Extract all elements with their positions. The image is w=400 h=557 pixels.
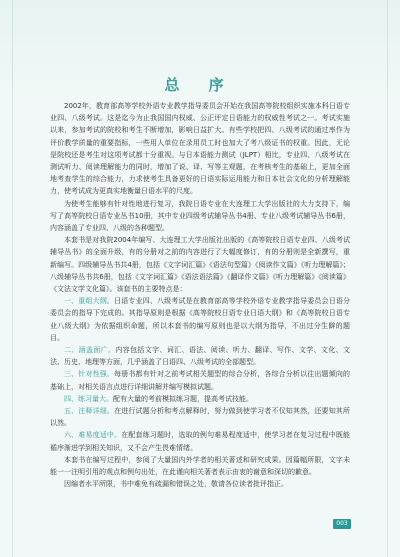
feature-5-text: 在进行试题分析和考点解释时，努力做到使学习者不仅知其然，还要知其所以然。 [50,407,351,428]
feature-2 [50,344,350,368]
paragraph-acknowledgement [50,454,350,478]
feature-3-text: 每册书都有针对之前考试相关题型的综合分析，各综合分析以往出题倾向的基础上，对相关语言点进行详细讲解并编写模拟试题。 [50,370,351,391]
closing-text: 因编者水平所限，书中难免有疏漏和错误之处，敬请各位读者批评指正。 [64,480,288,489]
paragraph-2 [50,198,350,235]
feature-2-text: 内容包括文字、词汇、语法、阅读、听力、翻译、写作、文学、文化、文法、历史、地理等方面，几乎涵盖了日语四、八级考试的全部题型。 [50,346,351,367]
feature-3 [50,368,350,392]
preface-body [50,100,350,491]
feature-1-text: 日语专业四、八级考试是在教育部高等学校外语专业教学指导委员会日语分委员会的指导下完成的。其指导原则是根据《高等院校日语专业日语大纲》和《高等院校日语专业八级大纲》为依据组织命题，所以本套书的编写原则也是以大纲为指导，不出过分生僻的题目。 [50,297,351,342]
acknowledgement-text: 本套书在编写过程中，参阅了大量国内外学者的相关著述和研究成果。因篇幅所限，文字未能一一注明引用的观点和例句出处，在此谨向相关著者表示由衷的谢意和深切的歉意。 [50,455,350,477]
paragraph-3-text: 本套书是对我院2004年编写、大连理工大学出版社出版的《高等院校日语专业四、八级考试辅导丛书》的全面升级，有的分册对之前的内容进行了大幅度修订，有的分册则是全新撰写，重新编写。四级辅导丛书共4册，包括《文字词汇篇》《语法句型篇》《阅读作文篇》《听力理解篇》；八级辅导丛书共6册，包括《文字词汇篇》《语法语法篇》《翻译作文篇》《听力理解篇》《阅读篇》《文法文学文化篇》。该套书的主要特点是： [50,236,350,294]
paragraph-3 [50,234,350,295]
feature-4 [50,393,350,405]
feature-6 [50,429,350,453]
page-number-badge: 003 [333,519,351,529]
feature-5 [50,405,350,429]
feature-3-label: 三、针对性强。 [64,370,115,379]
feature-2-label: 二、涵盖面广。 [64,346,116,355]
feature-5-label: 五、注释详细。 [64,407,115,416]
paragraph-closing [50,478,350,490]
feature-4-label: 四、练习量大。 [64,394,113,403]
feature-6-label: 六、难易度适中。 [64,431,122,440]
paragraph-2-text: 为使考生能够有针对性地进行复习，我院日语专业在大连理工大学出版社的大力支持下，编写了高等院校日语专业丛书10册，其中专业四级考试辅导丛书4册、专业八级考试辅导丛书6册，内容涵盖了专业四、八级的各种题型。 [50,199,350,233]
feature-6-text: 在配套练习题时，选取的例句难易程度适中，使学习者在复习过程中既能循序渐进学到相关知识，又不会产生畏难情绪。 [50,431,351,452]
feature-1 [50,295,350,344]
feature-4-text: 配有大量的考前模拟练习题，提高考试技能。 [113,394,253,403]
feature-1-label: 一、重组大纲。 [64,297,115,306]
page-title: 总 序 [164,76,236,94]
paragraph-1-text: 2002年，教育部高等学校外语专业教学指导委员会开始在我国高等院校组织实施本科日语专业四、八级考试。这是迄今为止我国国内权威、公正评定日语能力的权威性考试之一。考试实施以来，参加考试的院校和考生不断增加，影响日益扩大。有些学校把四、八级考试的通过率作为评价教学质量的重要指标，一些用人单位在录用员工时也加大了考八级证书的权重。因此，无论是院校还是考生对这项考试都十分重视。与日本语能力测试（JLPT）相比，专业四、八级考试在测试听力、阅读理解能力的同时，增加了说、译、写等主观题，在考核考生的基础上，更加全面地考查学生的综合能力，力求使考生具备更好的日语实际运用能力和日本社会文化的分析理解能力，使考试成为更真实地衡量日语水平的尺度。 [50,102,350,196]
paragraph-1 [50,100,350,198]
